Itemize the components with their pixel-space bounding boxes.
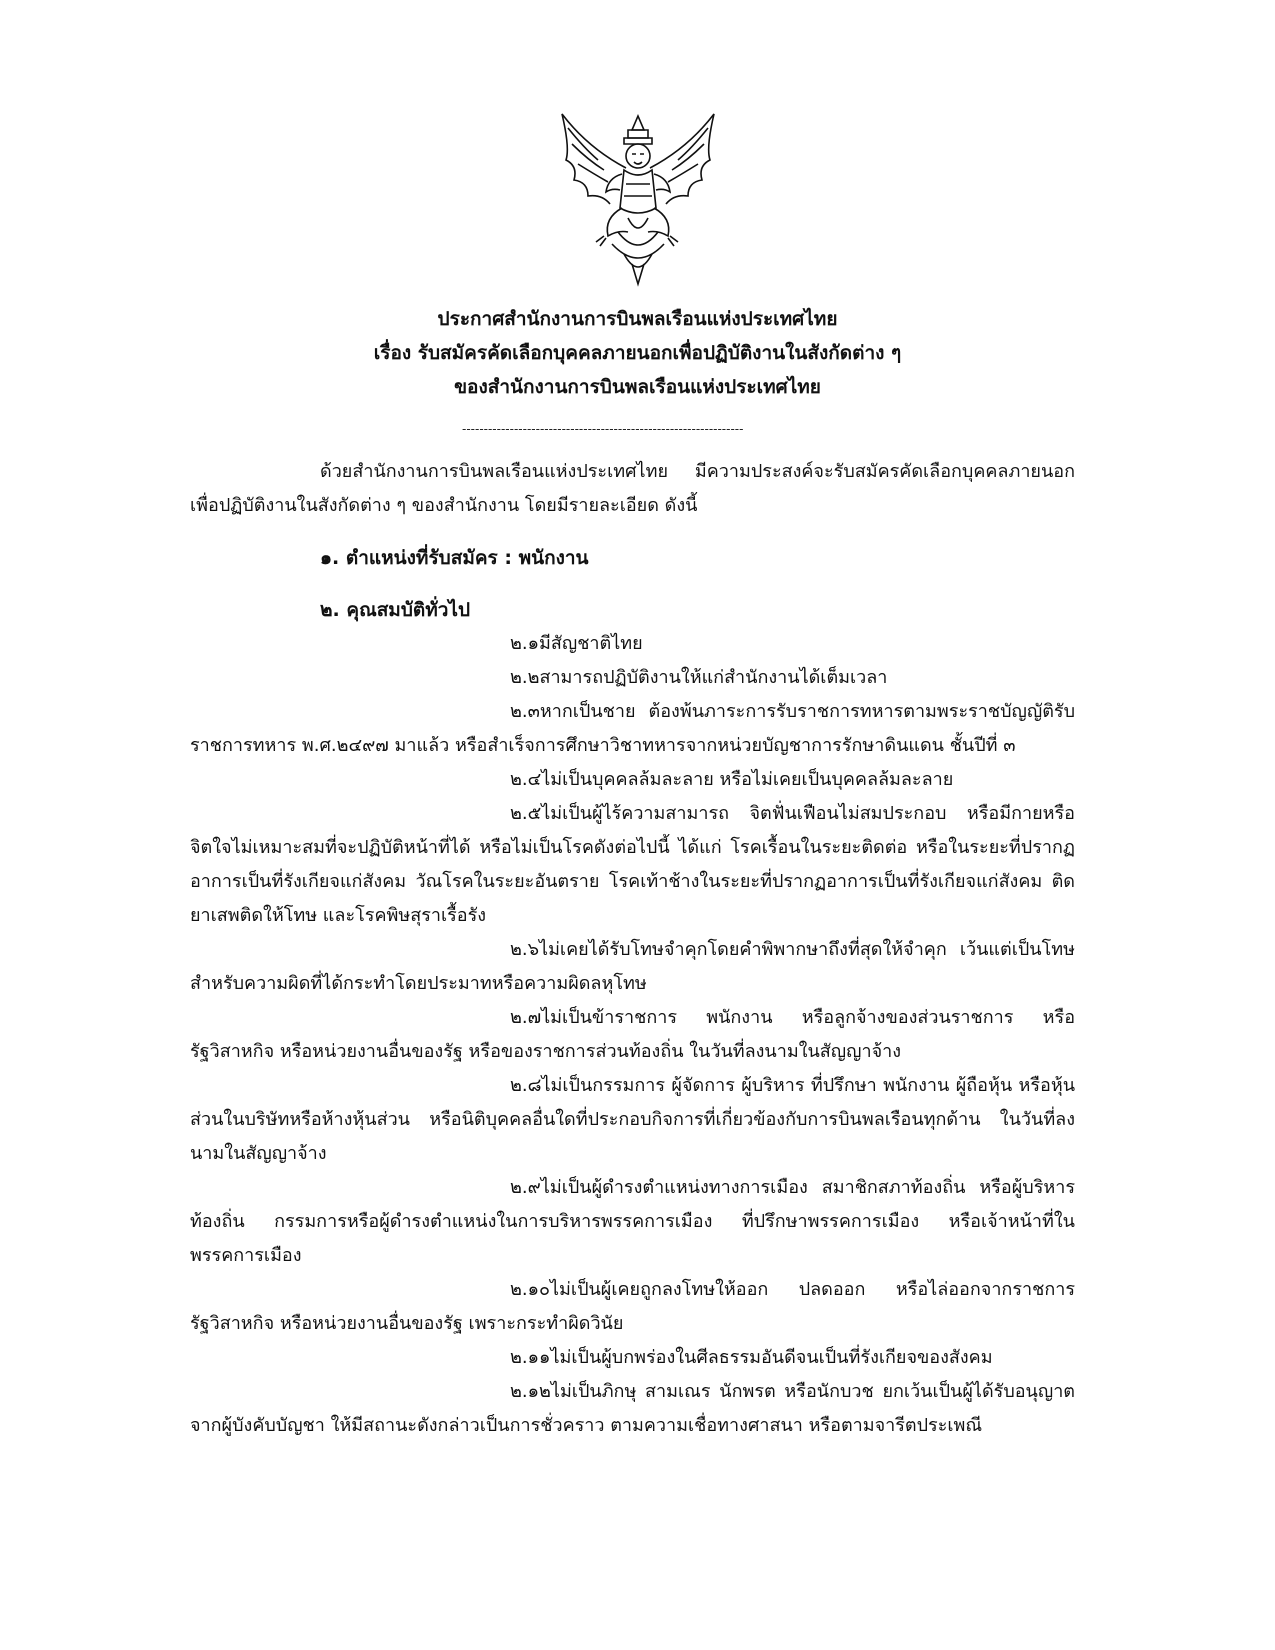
qualification-item: ๒.๑๐ไม่เป็นผู้เคยถูกลงโทษให้ออก ปลดออก หรือไล่ออกจากราชการ รัฐวิสาหกิจ หรือหน่วยงานอื่นของรัฐ เพราะกระทำผิดวินัย [190, 1279, 1075, 1334]
qualification-item: ๒.๗ไม่เป็นข้าราชการ พนักงาน หรือลูกจ้างของส่วนราชการ หรือรัฐวิสาหกิจ หรือหน่วยงานอื่นของรัฐ หรือของราชการส่วนท้องถิ่น ในวันที่ลงนามในสัญญาจ้าง [190, 1007, 1075, 1062]
document-body [190, 455, 1075, 1443]
qualification-item: ๒.๑๒ไม่เป็นภิกษุ สามเณร นักพรต หรือนักบวช ยกเว้นเป็นผู้ได้รับอนุญาตจากผู้บังคับบัญชา ให้มีสถานะดังกล่าวเป็นการชั่วคราว ตามความเชื่อทางศาสนา หรือตามจารีตประเพณี [190, 1381, 1075, 1436]
section-1-heading: ๑. ตำแหน่งที่รับสมัคร : พนักงาน [320, 547, 589, 569]
qualification-item: ๒.๕ไม่เป็นผู้ไร้ความสามารถ จิตฟั่นเฟือนไม่สมประกอบ หรือมีกายหรือจิตใจไม่เหมาะสมที่จะปฏิบัติหน้าที่ได้ หรือไม่เป็นโรคดังต่อไปนี้ ได้แก่ โรคเรื้อนในระยะติดต่อ หรือในระยะที่ปรากฏอาการเป็นที่รังเกียจแก่สังคม วัณโรคในระยะอันตราย โรคเท้าช้างในระยะที่ปรากฏอาการเป็นที่รังเกียจแก่สังคม ติดยาเสพติดให้โทษ และโรคพิษสุราเรื้อรัง [190, 803, 1075, 926]
qualification-item: ๒.๖ไม่เคยได้รับโทษจำคุกโดยคำพิพากษาถึงที่สุดให้จำคุก เว้นแต่เป็นโทษสำหรับความผิดที่ได้กระทำโดยประมาทหรือความผิดลหุโทษ [190, 939, 1075, 994]
qualification-item: ๒.๙ไม่เป็นผู้ดำรงตำแหน่งทางการเมือง สมาชิกสภาท้องถิ่น หรือผู้บริหารท้องถิ่น กรรมการหรือผู้ดำรงตำแหน่งในการบริหารพรรคการเมือง ที่ปรึกษาพรรคการเมือง หรือเจ้าหน้าที่ในพรรคการเมือง [190, 1177, 1075, 1266]
title-line-3: ของสำนักงานการบินพลเรือนแห่งประเทศไทย [454, 376, 821, 398]
title-line-2: เรื่อง รับสมัครคัดเลือกบุคคลภายนอกเพื่อปฏิบัติงานในสังกัดต่าง ๆ [373, 342, 902, 364]
title-line-1: ประกาศสำนักงานการบินพลเรือนแห่งประเทศไทย [437, 308, 838, 330]
qualification-item: ๒.๒สามารถปฏิบัติงานให้แก่สำนักงานได้เต็มเวลา [510, 667, 888, 688]
intro-paragraph: ด้วยสำนักงานการบินพลเรือนแห่งประเทศไทย มีความประสงค์จะรับสมัครคัดเลือกบุคคลภายนอกเพื่อปฏิบัติงานในสังกัดต่าง ๆ ของสำนักงาน โดยมีรายละเอียด ดังนี้ [190, 461, 1075, 516]
separator-line: ----------------------------------------------------------------- [462, 422, 744, 436]
qualification-item: ๒.๔ไม่เป็นบุคคลล้มละลาย หรือไม่เคยเป็นบุคคลล้มละลาย [510, 769, 954, 790]
qualification-item: ๒.๑๑ไม่เป็นผู้บกพร่องในศีลธรรมอันดีจนเป็นที่รังเกียจของสังคม [510, 1347, 993, 1368]
qualification-item: ๒.๑มีสัญชาติไทย [510, 633, 643, 654]
qualification-item: ๒.๓หากเป็นชาย ต้องพ้นภาระการรับราชการทหารตามพระราชบัญญัติรับราชการทหาร พ.ศ.๒๔๙๗ มาแล้ว หรือสำเร็จการศึกษาวิชาทหารจากหน่วยบัญชาการรักษาดินแดน ชั้นปีที่ ๓ [190, 701, 1075, 756]
garuda-emblem-icon [548, 108, 728, 288]
announcement-title [0, 302, 1275, 404]
qualification-item: ๒.๘ไม่เป็นกรรมการ ผู้จัดการ ผู้บริหาร ที่ปรึกษา พนักงาน ผู้ถือหุ้น หรือหุ้นส่วนในบริษัทหรือห้างหุ้นส่วน หรือนิติบุคคลอื่นใดที่ประกอบกิจการที่เกี่ยวข้องกับการบินพลเรือนทุกด้าน ในวันที่ลงนามในสัญญาจ้าง [190, 1075, 1075, 1164]
section-2-heading: ๒. คุณสมบัติทั่วไป [320, 599, 471, 621]
